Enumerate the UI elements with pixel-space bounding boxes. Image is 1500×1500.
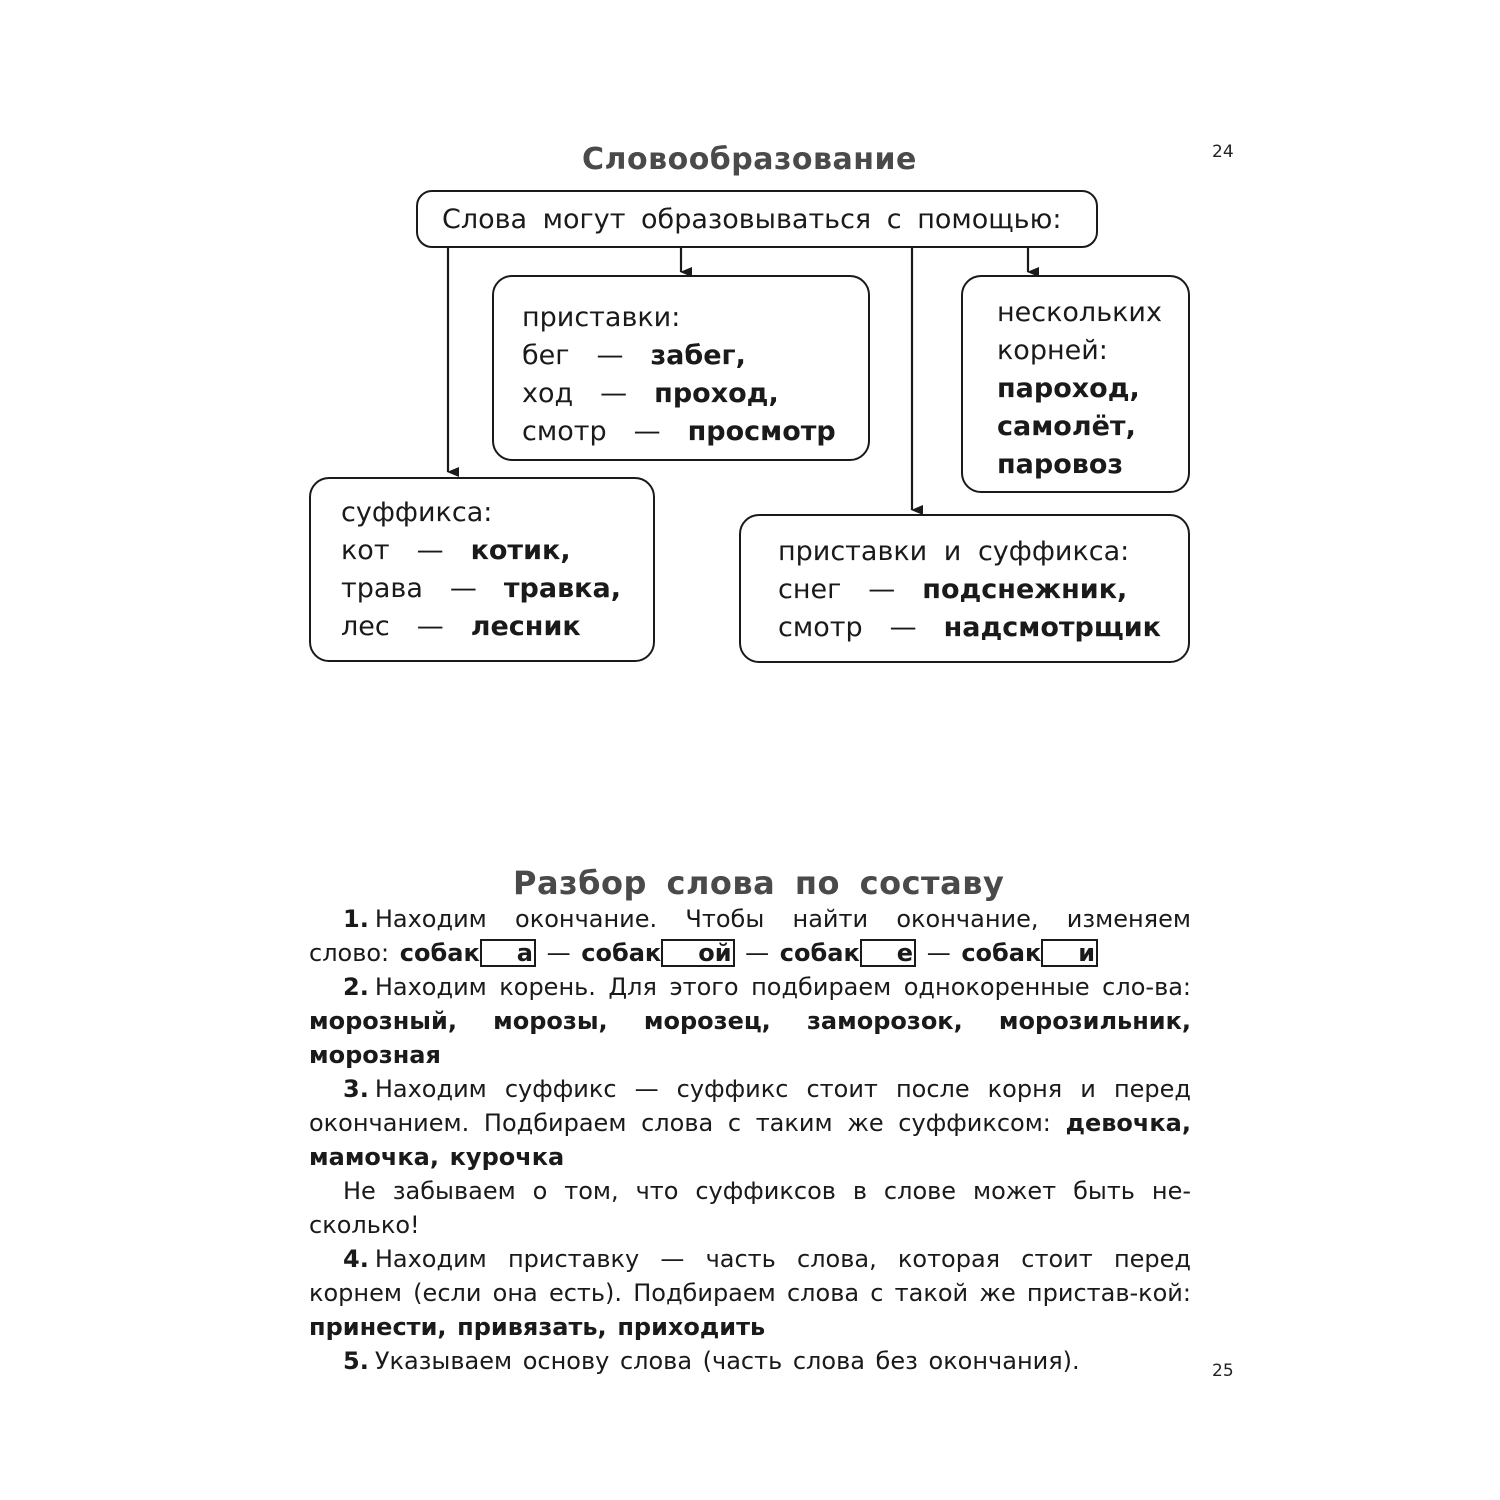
multi-root-word: самолёт,: [997, 411, 1136, 442]
form-word: собак а: [400, 939, 536, 967]
suffix-row: кот — котик,: [341, 535, 571, 566]
note: Не забываем о том, что суффиксов в слове может быть не-сколько!: [309, 1177, 1191, 1239]
ending-box: а: [480, 939, 536, 967]
multi-root-box: [961, 275, 1190, 493]
ending-box: и: [1041, 939, 1098, 967]
step-1: 1. Находим окончание. Чтобы найти окончание, изменяем слово: собак а — собак ой — собак е — собак и: [309, 905, 1191, 967]
prefix-example-word: привязать,: [457, 1313, 607, 1341]
form-word: собак е: [780, 939, 916, 967]
prefix-suffix-row: снег — подснежник,: [778, 574, 1128, 605]
multi-root-heading-2: корней:: [997, 335, 1108, 366]
section-title-word-formation: Словообразование: [582, 142, 917, 177]
prefix-example-word: приходить: [617, 1313, 766, 1341]
multi-root-word: паровоз: [997, 449, 1124, 480]
prefix-suffix-row: смотр — надсмотрщик: [778, 612, 1161, 643]
section-title-morphemic-analysis: Разбор слова по составу: [513, 864, 1005, 902]
prefix-row: ход — проход,: [522, 378, 779, 409]
step-4: 4. Находим приставку — часть слова, которая стоит перед корнем (если она есть). Подбираем слова с такой же пристав-кой: принести, привязать, приходить: [309, 1245, 1191, 1341]
prefix-suffix-heading: приставки и суффикса:: [778, 536, 1130, 567]
root-box-text: Слова могут образовываться с помощью:: [442, 204, 1062, 235]
cognate-word: заморозок,: [806, 1007, 963, 1035]
prefix-suffix-box: [739, 514, 1190, 663]
page-number-top: 24: [1212, 142, 1234, 162]
step-5: 5. Указываем основу слова (часть слова без окончания).: [343, 1347, 1080, 1375]
root-box: [416, 190, 1098, 248]
cognate-word: морозный,: [309, 1007, 457, 1035]
cognate-word: морозы,: [493, 1007, 608, 1035]
ending-box: е: [860, 939, 916, 967]
suffix-example-word: курочка: [449, 1143, 565, 1171]
prefix-row: смотр — просмотр: [522, 416, 836, 447]
cognate-word: морозильник,: [998, 1007, 1191, 1035]
step-3: 3. Находим суффикс — суффикс стоит после корня и перед окончанием. Подбираем слова с таким же суффиксом: девочка, мамочка, курочка: [309, 1075, 1191, 1171]
suffix-row: лес — лесник: [341, 611, 581, 642]
page-number-bottom: 25: [1212, 1361, 1234, 1381]
prefix-row: бег — забег,: [522, 340, 746, 371]
form-word: собак и: [961, 939, 1098, 967]
multi-root-word: пароход,: [997, 373, 1140, 404]
suffix-box: [309, 477, 655, 662]
prefix-heading: приставки:: [522, 302, 681, 333]
suffix-heading: суффикса:: [341, 497, 493, 528]
cognate-word: морозец,: [643, 1007, 771, 1035]
suffix-row: трава — травка,: [341, 573, 621, 604]
analysis-steps: [309, 902, 1191, 1378]
suffix-example-word: девочка,: [1065, 1109, 1191, 1137]
step-2: 2. Находим корень. Для этого подбираем однокоренные сло-ва: морозный, морозы, морозец, заморозок, морозильник, морозная: [309, 973, 1191, 1069]
prefix-example-word: принести,: [309, 1313, 447, 1341]
ending-box: ой: [661, 939, 734, 967]
cognate-word: морозная: [309, 1041, 441, 1069]
form-word: собак ой: [581, 939, 734, 967]
prefix-box: [492, 275, 870, 461]
suffix-example-word: мамочка,: [309, 1143, 439, 1171]
multi-root-heading-1: нескольких: [997, 297, 1162, 328]
